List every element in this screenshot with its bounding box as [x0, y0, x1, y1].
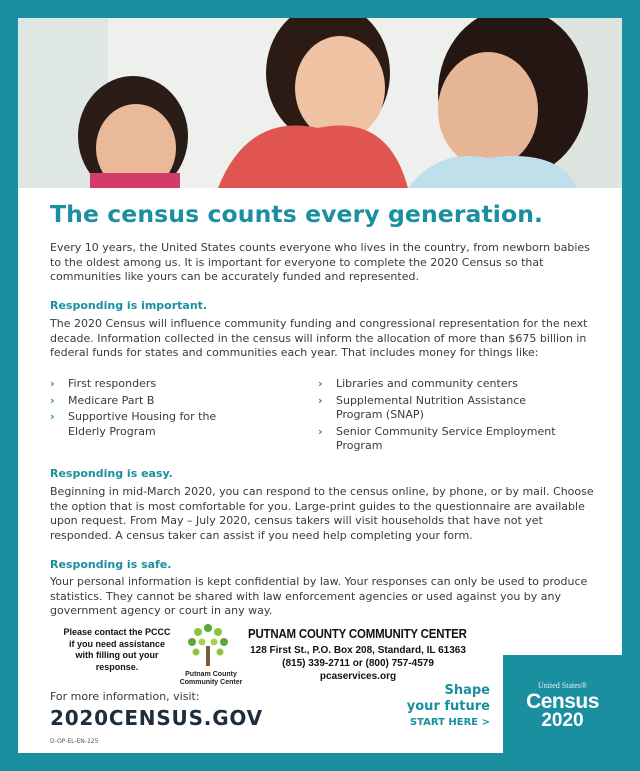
list-item [50, 410, 220, 439]
chevron-right-icon: › [50, 377, 55, 390]
visit-label: For more information, visit: [50, 690, 200, 703]
contact-note: Please contact the PCCC if you need assistance with filling out your response. [63, 627, 171, 672]
safe-paragraph: Your personal information is kept confidential by law. Your responses can only be used to produce statistics. They cannot be shared with law enforcement agencies or used against you by any government agency or court in any way. [50, 575, 588, 617]
important-paragraph: The 2020 Census will influence community funding and congressional representation for the next decade. Information collected in the census will inform the allocation of more than $675 billion in federal funds for states and communities each year. That includes money for things like: [50, 317, 588, 359]
list-item-text: First responders [68, 377, 157, 390]
census-url[interactable]: 2020CENSUS.GOV [50, 706, 263, 730]
logo-census-word: Census [526, 690, 599, 713]
logo-caption: Putnam County Community Center [179, 671, 243, 686]
logo-united-states: United States® [538, 681, 587, 690]
list-item [318, 394, 558, 423]
org-address: 128 First St., P.O. Box 208, Standard, IL 61363 [250, 645, 466, 656]
list-item [50, 394, 220, 409]
list-item [318, 377, 558, 392]
chevron-right-icon: › [318, 377, 323, 390]
org-name: PUTNAM COUNTY COMMUNITY CENTER [248, 626, 467, 641]
list-item [318, 425, 558, 454]
bullet-list-left [50, 377, 220, 441]
shape-line-1: Shape [444, 683, 490, 698]
org-phone: (815) 339-2711 or (800) 757-4579 [282, 658, 434, 669]
shape-line-2: your future [406, 699, 490, 714]
chevron-right-icon: › [50, 393, 55, 407]
list-item-text: Medicare Part B [68, 393, 155, 407]
shape-your-future [407, 683, 490, 731]
tree-logo-icon [186, 620, 230, 670]
start-here-link[interactable]: START HERE > [409, 717, 490, 728]
intro-paragraph: Every 10 years, the United States counts everyone who lives in the country, from newborn babies to the oldest among us. It is important for everyone to complete the 2020 Census so that communities like yours can be accurately funded and represented. [50, 241, 590, 283]
chevron-right-icon: › [50, 410, 55, 423]
bullet-list-right [318, 377, 558, 456]
easy-heading: Responding is easy. [50, 467, 173, 480]
important-heading: Responding is important. [50, 299, 208, 312]
census-2020-logo [503, 655, 622, 753]
list-item [50, 377, 220, 392]
org-website[interactable]: pcaservices.org [319, 671, 397, 682]
easy-paragraph: Beginning in mid-March 2020, you can respond to the census online, by phone, or by mail. Choose the option that is most comfortable for you. Large-print guides to the questionnaire are available upon request. From May – July 2020, census takers will visit households that have not yet responded. A census taker can assist if you need help completing your form. [50, 485, 594, 542]
list-item-text: Supplemental Nutrition Assistance Program (SNAP) [336, 393, 527, 421]
chevron-right-icon: › [318, 393, 323, 407]
safe-heading: Responding is safe. [50, 558, 172, 571]
family-photo [18, 18, 622, 188]
chevron-right-icon: › [318, 424, 323, 438]
list-item-text: Senior Community Service Employment Program [336, 424, 556, 452]
headline: The census counts every generation. [50, 200, 544, 228]
document-code: D-OP-EL-EN-125 [50, 738, 99, 745]
family-photo-illustration [18, 18, 622, 188]
logo-year: 2020 [541, 710, 584, 731]
list-item-text: Libraries and community centers [336, 377, 518, 390]
list-item-text: Supportive Housing for the Elderly Program [68, 410, 217, 438]
